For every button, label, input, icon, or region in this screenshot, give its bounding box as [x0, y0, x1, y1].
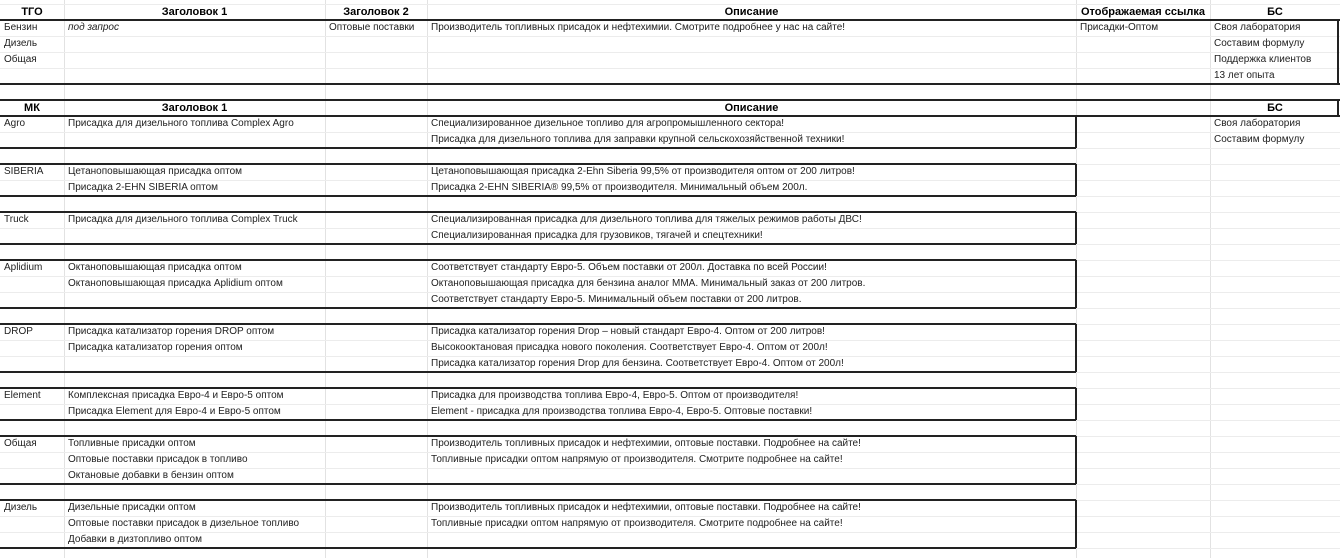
heading-cell[interactable]: Присадка для дизельного топлива Complex Agro: [68, 118, 294, 129]
table-border: [0, 323, 1076, 325]
table-border: [1075, 324, 1077, 372]
table-cell[interactable]: Оптовые поставки: [329, 22, 415, 33]
table-border: [0, 371, 1076, 373]
table-border: [0, 259, 1076, 261]
group-name[interactable]: Element: [4, 390, 41, 401]
header-cell[interactable]: Описание: [724, 102, 779, 114]
header-cell[interactable]: МК: [24, 102, 40, 114]
description-cell[interactable]: Октаноповышающая присадка для бензина аналог ММА. Минимальный заказ от 200 литров.: [431, 278, 866, 289]
bs-cell[interactable]: Составим формулу: [1214, 134, 1305, 145]
table-border: [0, 99, 1340, 101]
description-cell[interactable]: Присадка для дизельного топлива для заправки крупной сельскохозяйственной техники!: [431, 134, 845, 145]
table-cell[interactable]: Производитель топливных присадок и нефтехимии. Смотрите подробнее у нас на сайте!: [431, 22, 846, 33]
heading-cell[interactable]: Добавки в дизтопливо оптом: [68, 534, 202, 545]
header-cell[interactable]: Описание: [724, 6, 779, 18]
table-border: [0, 547, 1076, 549]
heading-cell[interactable]: Оптовые поставки присадок в дизельное топливо: [68, 518, 300, 529]
table-border: [1075, 164, 1077, 196]
heading-cell[interactable]: Присадка катализатор горения оптом: [68, 342, 243, 353]
description-cell[interactable]: Производитель топливных присадок и нефтехимии, оптовые поставки. Подробнее на сайте!: [431, 502, 861, 513]
table-border: [0, 163, 1076, 165]
group-name[interactable]: DROP: [4, 326, 33, 337]
heading-cell[interactable]: Дизельные присадки оптом: [68, 502, 196, 513]
table-cell[interactable]: Своя лаборатория: [1214, 22, 1301, 33]
header-cell[interactable]: Заголовок 1: [161, 6, 228, 18]
description-cell[interactable]: Специализированное дизельное топливо для агропромышленного сектора!: [431, 118, 785, 129]
table-border: [0, 83, 1340, 85]
table-cell[interactable]: Дизель: [4, 38, 38, 49]
table-border: [1075, 436, 1077, 484]
group-name[interactable]: SIBERIA: [4, 166, 44, 177]
table-cell[interactable]: Общая: [4, 54, 37, 65]
header-cell[interactable]: ТГО: [21, 6, 43, 18]
group-name[interactable]: Truck: [4, 214, 29, 225]
description-cell[interactable]: Топливные присадки оптом напрямую от производителя. Смотрите подробнее на сайте!: [431, 454, 843, 465]
table-border: [0, 387, 1076, 389]
table-cell[interactable]: Составим формулу: [1214, 38, 1305, 49]
heading-cell[interactable]: Присадка катализатор горения DROP оптом: [68, 326, 275, 337]
description-cell[interactable]: Специализированная присадка для грузовиков, тягачей и спецтехники!: [431, 230, 763, 241]
table-border: [0, 211, 1076, 213]
heading-cell[interactable]: Комплексная присадка Евро-4 и Евро-5 оптом: [68, 390, 284, 401]
heading-cell[interactable]: Присадка Element для Евро-4 и Евро-5 оптом: [68, 406, 281, 417]
description-cell[interactable]: Производитель топливных присадок и нефтехимии, оптовые поставки. Подробнее на сайте!: [431, 438, 861, 449]
table-border: [0, 307, 1076, 309]
header-cell[interactable]: БС: [1267, 6, 1283, 18]
heading-cell[interactable]: Октановые добавки в бензин оптом: [68, 470, 234, 481]
heading-cell[interactable]: Оптовые поставки присадок в топливо: [68, 454, 248, 465]
table-cell[interactable]: Поддержка клиентов: [1214, 54, 1312, 65]
table-border: [1337, 100, 1339, 116]
table-border: [0, 195, 1076, 197]
heading-cell[interactable]: Присадка 2-EHN SIBERIA оптом: [68, 182, 219, 193]
description-cell[interactable]: Соответствует стандарту Евро-5. Объем поставки от 200л. Доставка по всей России!: [431, 262, 827, 273]
description-cell[interactable]: Присадка катализатор горения Drop – новый стандарт Евро-4. Оптом от 200 литров!: [431, 326, 825, 337]
table-border: [0, 435, 1076, 437]
group-name[interactable]: Общая: [4, 438, 37, 449]
description-cell[interactable]: Element - присадка для производства топлива Евро-4, Евро-5. Оптовые поставки!: [431, 406, 813, 417]
header-cell[interactable]: БС: [1267, 102, 1283, 114]
bs-cell[interactable]: Своя лаборатория: [1214, 118, 1301, 129]
description-cell[interactable]: Присадка для производства топлива Евро-4, Евро-5. Оптом от производителя!: [431, 390, 799, 401]
heading-cell[interactable]: Октаноповышающая присадка оптом: [68, 262, 242, 273]
description-cell[interactable]: Присадка катализатор горения Drop для бензина. Соответствует Евро-4. Оптом от 200л!: [431, 358, 844, 369]
heading-cell[interactable]: Октаноповышающая присадка Aplidium оптом: [68, 278, 283, 289]
row-gridline: [0, 68, 1340, 69]
table-cell[interactable]: под запрос: [68, 22, 119, 33]
header-cell[interactable]: Отображаемая ссылка: [1081, 6, 1205, 18]
table-border: [0, 243, 1076, 245]
table-cell[interactable]: Бензин: [4, 22, 38, 33]
table-border: [1075, 212, 1077, 244]
table-border: [1075, 500, 1077, 548]
table-cell[interactable]: 13 лет опыта: [1214, 70, 1275, 81]
table-border: [0, 483, 1076, 485]
heading-cell[interactable]: Цетаноповышающая присадка оптом: [68, 166, 243, 177]
table-cell[interactable]: Присадки-Оптом: [1080, 22, 1159, 33]
table-border: [0, 499, 1076, 501]
header-cell[interactable]: Заголовок 2: [343, 6, 409, 18]
description-cell[interactable]: Специализированная присадка для дизельного топлива для тяжелых режимов работы ДВС!: [431, 214, 862, 225]
table-border: [0, 419, 1076, 421]
table-border: [1075, 388, 1077, 420]
row-gridline: [0, 36, 1340, 37]
table-border: [1075, 116, 1077, 148]
group-name[interactable]: Agro: [4, 118, 26, 129]
row-gridline: [0, 52, 1340, 53]
group-name[interactable]: Дизель: [4, 502, 38, 513]
description-cell[interactable]: Топливные присадки оптом напрямую от производителя. Смотрите подробнее на сайте!: [431, 518, 843, 529]
description-cell[interactable]: Соответствует стандарту Евро-5. Минимальный объем поставки от 200 литров.: [431, 294, 802, 305]
description-cell[interactable]: Присадка 2-EHN SIBERIA® 99,5% от производителя. Минимальный объем 200л.: [431, 182, 808, 193]
heading-cell[interactable]: Присадка для дизельного топлива Complex Truck: [68, 214, 298, 225]
heading-cell[interactable]: Топливные присадки оптом: [68, 438, 196, 449]
table-border: [1337, 20, 1339, 84]
table-border: [0, 147, 1076, 149]
group-name[interactable]: Aplidium: [4, 262, 43, 273]
description-cell[interactable]: Цетаноповышающая присадка 2-Ehn Siberia 99,5% от производителя оптом от 200 литров!: [431, 166, 855, 177]
description-cell[interactable]: Высокооктановая присадка нового поколения. Соответствует Евро-4. Оптом от 200л!: [431, 342, 828, 353]
header-cell[interactable]: Заголовок 1: [161, 102, 228, 114]
table-border: [0, 19, 1340, 21]
table-border: [1075, 260, 1077, 308]
